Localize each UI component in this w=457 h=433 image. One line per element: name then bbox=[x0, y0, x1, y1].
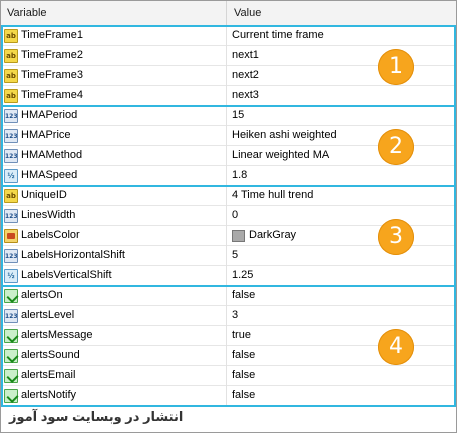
variable-value: 3 bbox=[232, 309, 239, 321]
value-cell[interactable] bbox=[228, 166, 456, 186]
boolean-type-icon bbox=[4, 349, 18, 363]
group-number-badge: 3 bbox=[378, 219, 414, 255]
boolean-type-icon bbox=[4, 389, 18, 403]
boolean-type-icon bbox=[4, 369, 18, 383]
variable-name: alertsEmail bbox=[21, 369, 76, 381]
variable-value: false bbox=[232, 389, 256, 401]
variable-cell bbox=[1, 346, 227, 366]
variable-cell bbox=[1, 146, 227, 166]
variable-name: LabelsColor bbox=[21, 229, 80, 241]
variable-value: Linear weighted MA bbox=[232, 149, 330, 161]
table-row[interactable] bbox=[1, 266, 456, 286]
column-header-value[interactable]: Value bbox=[234, 7, 262, 19]
variable-value: DarkGray bbox=[249, 229, 297, 241]
table-row[interactable] bbox=[1, 386, 456, 406]
value-cell[interactable] bbox=[228, 306, 456, 326]
value-cell[interactable] bbox=[228, 46, 456, 66]
value-cell[interactable] bbox=[228, 146, 456, 166]
variable-value: Heiken ashi weighted bbox=[232, 129, 337, 141]
double-type-icon: ½ bbox=[4, 169, 18, 183]
variable-cell bbox=[1, 46, 227, 66]
variable-value: 15 bbox=[232, 109, 245, 121]
table-row[interactable] bbox=[1, 26, 456, 46]
variable-cell bbox=[1, 266, 227, 286]
variable-value: next1 bbox=[232, 49, 259, 61]
variable-cell bbox=[1, 86, 227, 106]
variable-value: false bbox=[232, 349, 256, 361]
value-cell[interactable] bbox=[228, 286, 456, 306]
variable-name: TimeFrame4 bbox=[21, 89, 83, 101]
footer-watermark bbox=[1, 406, 456, 432]
integer-type-icon: 123 bbox=[4, 309, 18, 323]
variable-value: false bbox=[232, 369, 256, 381]
variable-cell bbox=[1, 106, 227, 126]
value-cell[interactable] bbox=[228, 266, 456, 286]
table-row[interactable] bbox=[1, 86, 456, 106]
variable-name: HMAMethod bbox=[21, 149, 83, 161]
variable-value: next3 bbox=[232, 89, 259, 101]
variable-value: 1.25 bbox=[232, 269, 254, 281]
variable-name: alertsNotify bbox=[21, 389, 77, 401]
variable-name: HMAPeriod bbox=[21, 109, 78, 121]
variable-name: LabelsHorizontalShift bbox=[21, 249, 125, 261]
color-swatch[interactable] bbox=[232, 230, 245, 242]
variable-name: LabelsVerticalShift bbox=[21, 269, 112, 281]
variable-cell bbox=[1, 386, 227, 406]
integer-type-icon: 123 bbox=[4, 249, 18, 263]
variable-cell bbox=[1, 246, 227, 266]
variable-cell bbox=[1, 286, 227, 306]
table-row[interactable] bbox=[1, 106, 456, 126]
table-row[interactable] bbox=[1, 166, 456, 186]
integer-type-icon: 123 bbox=[4, 129, 18, 143]
variable-name: TimeFrame1 bbox=[21, 29, 83, 41]
value-cell[interactable] bbox=[228, 66, 456, 86]
group-number-badge: 1 bbox=[378, 49, 414, 85]
group-number-badge: 4 bbox=[378, 329, 414, 365]
value-cell[interactable] bbox=[228, 346, 456, 366]
boolean-type-icon bbox=[4, 329, 18, 343]
variable-name: alertsLevel bbox=[21, 309, 75, 321]
string-type-icon: ab bbox=[4, 69, 18, 83]
variable-value: Current time frame bbox=[232, 29, 324, 41]
double-type-icon: ½ bbox=[4, 269, 18, 283]
variable-name: TimeFrame2 bbox=[21, 49, 83, 61]
group-number-badge: 2 bbox=[378, 129, 414, 165]
variable-name: alertsMessage bbox=[21, 329, 93, 341]
variable-name: TimeFrame3 bbox=[21, 69, 83, 81]
variable-cell bbox=[1, 166, 227, 186]
string-type-icon: ab bbox=[4, 89, 18, 103]
value-cell[interactable] bbox=[228, 206, 456, 226]
boolean-type-icon bbox=[4, 289, 18, 303]
value-cell[interactable] bbox=[228, 326, 456, 346]
value-cell[interactable] bbox=[228, 106, 456, 126]
string-type-icon: ab bbox=[4, 29, 18, 43]
value-cell[interactable] bbox=[228, 86, 456, 106]
integer-type-icon: 123 bbox=[4, 149, 18, 163]
value-cell[interactable] bbox=[228, 386, 456, 406]
variable-name: UniqueID bbox=[21, 189, 67, 201]
value-cell[interactable] bbox=[228, 186, 456, 206]
value-cell[interactable] bbox=[228, 26, 456, 46]
integer-type-icon: 123 bbox=[4, 209, 18, 223]
variable-cell bbox=[1, 226, 227, 246]
variable-value: false bbox=[232, 289, 256, 301]
variable-cell bbox=[1, 26, 227, 46]
variable-value: true bbox=[232, 329, 251, 341]
variable-name: HMAPrice bbox=[21, 129, 71, 141]
variable-cell bbox=[1, 306, 227, 326]
footer-text: انتشار در وبسایت سود آموز bbox=[9, 409, 184, 424]
variable-cell bbox=[1, 66, 227, 86]
value-cell[interactable] bbox=[228, 366, 456, 386]
variable-value: next2 bbox=[232, 69, 259, 81]
variable-value: 4 Time hull trend bbox=[232, 189, 314, 201]
value-cell[interactable] bbox=[228, 246, 456, 266]
variable-cell bbox=[1, 366, 227, 386]
variable-name: HMASpeed bbox=[21, 169, 78, 181]
variable-value: 1.8 bbox=[232, 169, 248, 181]
string-type-icon: ab bbox=[4, 49, 18, 63]
table-header bbox=[1, 1, 456, 26]
value-cell[interactable] bbox=[228, 126, 456, 146]
color-type-icon bbox=[4, 229, 18, 243]
table-row[interactable] bbox=[1, 186, 456, 206]
variable-value: 0 bbox=[232, 209, 239, 221]
column-header-variable[interactable]: Variable bbox=[1, 1, 227, 25]
variable-name: LinesWidth bbox=[21, 209, 76, 221]
variable-cell bbox=[1, 126, 227, 146]
variable-name: alertsSound bbox=[21, 349, 80, 361]
variable-value: 5 bbox=[232, 249, 239, 261]
table-row[interactable] bbox=[1, 306, 456, 326]
table-row[interactable] bbox=[1, 286, 456, 306]
integer-type-icon: 123 bbox=[4, 109, 18, 123]
variable-cell bbox=[1, 206, 227, 226]
string-type-icon: ab bbox=[4, 189, 18, 203]
variable-cell bbox=[1, 186, 227, 206]
variable-cell bbox=[1, 326, 227, 346]
table-row[interactable] bbox=[1, 366, 456, 386]
variable-name: alertsOn bbox=[21, 289, 63, 301]
value-cell[interactable] bbox=[228, 226, 456, 246]
